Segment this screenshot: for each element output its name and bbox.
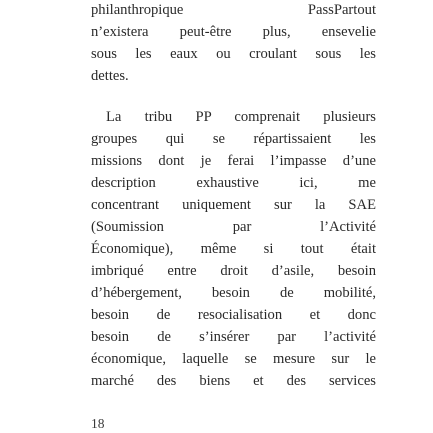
- text-line: philanthropique PassPartout: [91, 2, 376, 18]
- page-number: 18: [91, 416, 105, 431]
- text-line: dettes.: [91, 68, 129, 84]
- text-line: description exhaustive ici, me: [91, 175, 376, 191]
- text-line: Économique), même si tout était: [91, 241, 376, 257]
- text-line: La tribu PP comprenait plusieurs: [106, 109, 376, 125]
- text-line: (Soumission par l’Activité: [91, 219, 376, 235]
- text-line: sous les eaux ou croulant sous les: [91, 46, 376, 62]
- text-line: marché des biens et des services: [91, 373, 376, 389]
- text-line: économique, laquelle se mesure sur le: [91, 351, 376, 367]
- text-line: imbriqué entre droit d’asile, besoin: [91, 263, 376, 279]
- text-line: groupes qui se répartissaient les: [91, 131, 376, 147]
- text-line: d’hébergement, besoin de mobilité,: [91, 285, 376, 301]
- text-line: besoin de resocialisation et donc: [91, 307, 376, 323]
- text-line: missions dont je ferai l’impasse d’une: [91, 153, 376, 169]
- text-line: concentrant uniquement sur la SAE: [91, 197, 376, 213]
- text-line: besoin de s’insérer par l’activité: [91, 329, 376, 345]
- text-line: n’existera peut-être plus, ensevelie: [91, 24, 376, 40]
